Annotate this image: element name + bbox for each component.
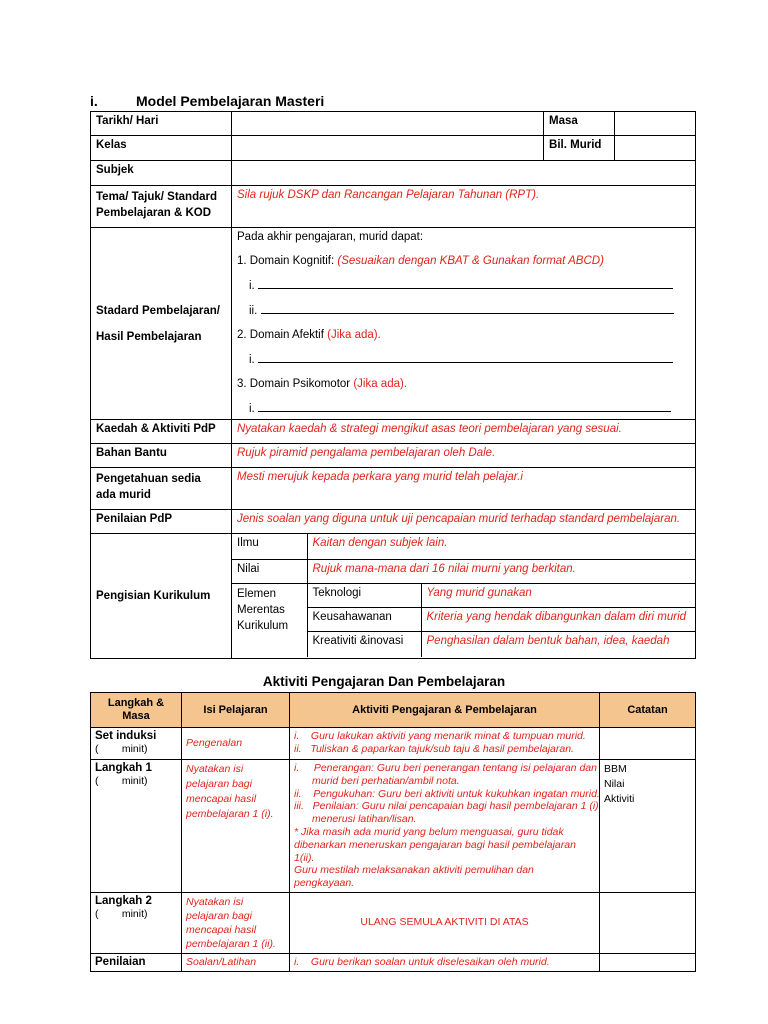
sp-intro: Pada akhir pengajaran, murid dapat: <box>237 231 424 243</box>
tema-value[interactable]: Sila rujuk DSKP dan Rancangan Pelajaran Tahunan (RPT). <box>232 186 696 228</box>
domain-kognitif-label: 1. Domain Kognitif: <box>237 255 338 267</box>
standard-pembelajaran-label <box>91 228 232 420</box>
kurikulum-label: Pengisian Kurikulum <box>91 534 232 659</box>
note-line: Guru mestilah melaksanakan aktiviti pemulihan dan pengkayaan. <box>294 864 534 890</box>
aktiviti-table <box>90 692 696 972</box>
objective-number: ii. <box>249 305 258 317</box>
domain-kognitif <box>237 254 690 268</box>
langkah2-aktiviti[interactable]: ULANG SEMULA AKTIVITI DI ATAS <box>290 892 600 953</box>
penilaian-aktiviti[interactable]: i. Guru berikan soalan untuk diselesaikan oleh murid. <box>290 953 600 971</box>
activity-line: i. Penerangan: Guru beri penerangan tentang isi pelajaran dan <box>294 762 597 774</box>
header-langkah-line: Langkah & <box>107 697 165 709</box>
pengetahuan-value[interactable]: Mesti merujuk kepada perkara yang murid telah pelajar.i <box>232 468 696 510</box>
nilai-label: Nilai <box>232 559 307 583</box>
objective-number: i. <box>249 403 255 415</box>
masa-field[interactable] <box>615 112 696 136</box>
aktiviti-title: Aktiviti Pengajaran Dan Pembelajaran <box>262 674 506 689</box>
section-title: Model Pembelajaran Masteri <box>136 93 325 109</box>
isi-line: Nyatakan isi <box>186 895 244 908</box>
header-catatan: Catatan <box>600 693 696 728</box>
kelas-field[interactable] <box>232 136 544 161</box>
blank-line[interactable] <box>258 278 673 289</box>
kurikulum-cell <box>232 534 696 659</box>
langkah1-label: Langkah 1 <box>95 762 152 774</box>
isi-line: pembelajaran 1 (ii). <box>186 937 276 950</box>
langkah1-aktiviti[interactable] <box>290 760 600 893</box>
objective-line <box>237 352 690 367</box>
table-row <box>91 161 696 186</box>
bahan-value[interactable]: Rujuk piramid pengalama pembelajaran oleh Dale. <box>232 444 696 468</box>
table-row <box>91 953 696 971</box>
set-induksi-masa[interactable]: ( minit) <box>95 743 148 755</box>
table-row <box>91 420 696 444</box>
isi-line: pembelajaran 1 (i). <box>186 808 274 820</box>
pengetahuan-label-line: ada murid <box>96 489 151 501</box>
table-row <box>91 760 696 893</box>
teknologi-value[interactable]: Yang murid gunakan <box>421 583 695 607</box>
domain-afektif <box>237 328 690 342</box>
section-heading <box>90 93 324 109</box>
penilaian-catatan[interactable] <box>600 953 696 971</box>
isi-line: pelajaran bagi <box>186 909 252 922</box>
table-row <box>91 228 696 420</box>
bahan-label: Bahan Bantu <box>91 444 232 468</box>
langkah2-catatan[interactable] <box>600 892 696 953</box>
kaedah-value[interactable]: Nyatakan kaedah & strategi mengikut asas teori pembelajaran yang sesuai. <box>232 420 696 444</box>
table-row <box>91 444 696 468</box>
header-aktiviti: Aktiviti Pengajaran & Pembelajaran <box>290 693 600 728</box>
header-langkah <box>91 693 182 728</box>
langkah2-masa[interactable]: ( minit) <box>95 907 148 920</box>
table-row <box>91 112 696 136</box>
catatan-line: BBM <box>604 763 627 775</box>
domain-kognitif-note: (Sesuaikan dengan KBAT & Gunakan format ABCD) <box>337 255 604 267</box>
kurikulum-subtable <box>232 534 695 657</box>
domain-afektif-note: (Jika ada). <box>327 329 381 341</box>
activity-line: menerusi latihan/lisan. <box>312 813 417 826</box>
catatan-line: Nilai <box>604 778 625 790</box>
penilaian-label: Penilaian PdP <box>91 510 232 534</box>
table-row <box>91 510 696 534</box>
domain-psikomotor-label: 3. Domain Psikomotor <box>237 378 354 390</box>
emk-label-line: Kurikulum <box>237 619 289 632</box>
objective-line <box>237 401 690 416</box>
teknologi-label: Teknologi <box>307 583 421 607</box>
table-row <box>232 583 695 607</box>
langkah1-isi[interactable] <box>182 760 290 893</box>
subjek-label: Subjek <box>91 161 232 186</box>
ilmu-value[interactable]: Kaitan dengan subjek lain. <box>307 534 695 559</box>
keusahawanan-value[interactable]: Kriteria yang hendak dibangunkan dalam diri murid <box>421 607 695 631</box>
bil-murid-field[interactable] <box>615 136 696 161</box>
tema-label-line: Tema/ Tajuk/ Standard <box>96 191 217 203</box>
bil-murid-label: Bil. Murid <box>544 136 615 161</box>
table-row <box>91 728 696 760</box>
objective-line <box>237 303 690 318</box>
kelas-label: Kelas <box>91 136 232 161</box>
kaedah-label: Kaedah & Aktiviti PdP <box>91 420 232 444</box>
header-row <box>91 693 696 728</box>
set-induksi-label: Set induksi <box>95 730 157 742</box>
table-row <box>91 468 696 510</box>
ilmu-label: Ilmu <box>232 534 307 559</box>
header-isi: Isi Pelajaran <box>182 693 290 728</box>
domain-psikomotor-note: (Jika ada). <box>353 378 408 390</box>
penilaian-isi[interactable]: Soalan/Latihan <box>182 953 290 971</box>
isi-line: mencapai hasil <box>186 923 257 936</box>
langkah1-masa[interactable]: ( minit) <box>95 775 148 787</box>
langkah2-langkah <box>91 892 182 953</box>
keusahawanan-label: Keusahawanan <box>307 607 421 631</box>
pengetahuan-label <box>91 468 232 510</box>
sp-label-line: Hasil Pembelajaran <box>96 330 202 343</box>
note-line: * Jika masih ada murid yang belum menguasai, guru tidak <box>294 825 564 838</box>
standard-pembelajaran-value[interactable] <box>232 228 696 420</box>
subjek-field[interactable] <box>232 161 696 186</box>
isi-line: Nyatakan isi <box>186 763 244 775</box>
model-table <box>90 111 696 659</box>
set-induksi-aktiviti[interactable] <box>290 728 600 760</box>
header-langkah-line: Masa <box>122 710 150 722</box>
langkah1-langkah <box>91 760 182 893</box>
penilaian-value[interactable]: Jenis soalan yang diguna untuk uji pencapaian murid terhadap standard pembelajaran. <box>232 510 696 534</box>
section-number: i. <box>90 93 98 109</box>
activity-line: ii. Pengukuhan: Guru beri aktiviti untuk kukuhkan ingatan murid. <box>294 787 600 800</box>
blank-line[interactable] <box>258 352 673 363</box>
pengetahuan-label-line: Pengetahuan sedia <box>96 473 201 485</box>
langkah2-label: Langkah 2 <box>95 894 152 907</box>
langkah1-catatan[interactable] <box>600 760 696 893</box>
emk-label-line: Elemen <box>237 587 276 600</box>
blank-line[interactable] <box>258 401 671 412</box>
kreativiti-value[interactable]: Penghasilan dalam bentuk bahan, idea, kaedah <box>421 631 695 657</box>
masa-label: Masa <box>544 112 615 136</box>
objective-number: i. <box>249 280 255 292</box>
tema-label <box>91 186 232 228</box>
sp-label-line: Stadard Pembelajaran/ <box>96 304 220 317</box>
domain-psikomotor <box>237 377 690 391</box>
table-row <box>232 534 695 559</box>
set-induksi-catatan[interactable] <box>600 728 696 760</box>
tarikh-field[interactable] <box>232 112 544 136</box>
table-row <box>91 534 696 659</box>
activity-line: murid beri perhatian/ambil nota. <box>312 774 460 787</box>
table-row <box>232 559 695 583</box>
isi-line: mencapai hasil <box>186 793 257 805</box>
table-row <box>91 892 696 953</box>
table-row <box>91 136 696 161</box>
set-induksi-langkah <box>91 728 182 760</box>
blank-line[interactable] <box>261 303 674 314</box>
penilaian-langkah: Penilaian <box>91 953 182 971</box>
tema-label-line: Pembelajaran & KOD <box>96 207 212 219</box>
nilai-value[interactable]: Rujuk mana-mana dari 16 nilai murni yang berkitan. <box>307 559 695 583</box>
activity-line: i. Guru lakukan aktiviti yang menarik minat & tumpuan murid. <box>294 730 586 742</box>
activity-line: ii. Tuliskan & paparkan tajuk/sub taju & hasil pembelajaran. <box>294 743 574 755</box>
objective-line <box>237 278 690 293</box>
catatan-line: Aktiviti <box>604 793 635 805</box>
emk-label <box>232 583 307 657</box>
set-induksi-isi[interactable]: Pengenalan <box>182 728 290 760</box>
langkah2-isi[interactable] <box>182 892 290 953</box>
emk-label-line: Merentas <box>237 603 285 616</box>
note-line: dibenarkan meneruskan pengajaran bagi hasil pembelajaran 1(ii). <box>294 838 576 864</box>
objective-number: i. <box>249 354 255 366</box>
tarikh-label: Tarikh/ Hari <box>91 112 232 136</box>
kreativiti-label: Kreativiti &inovasi <box>307 631 421 657</box>
activity-line: iii. Penilaian: Guru nilai pencapaian bagi hasil pembelajaran 1 (i) <box>294 800 599 813</box>
table-row <box>91 186 696 228</box>
isi-line: pelajaran bagi <box>186 778 252 790</box>
domain-afektif-label: 2. Domain Afektif <box>237 329 328 341</box>
